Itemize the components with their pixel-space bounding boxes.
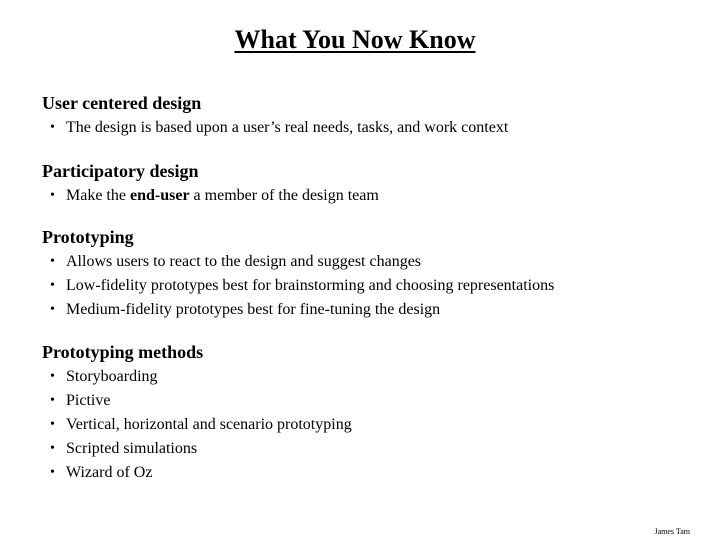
bullet-item (42, 250, 554, 274)
section-heading: Prototyping (42, 227, 134, 247)
bullet-dot-icon: • (50, 254, 55, 269)
slide-title (0, 24, 710, 56)
bullet-dot-icon: • (50, 120, 55, 135)
section-participatory-design (42, 160, 379, 208)
bullet-text: The design is based upon a user’s real needs, tasks, and work context (66, 119, 509, 136)
section-heading: User centered design (42, 93, 202, 113)
bullet-text: Storyboarding (66, 368, 158, 385)
bullet-list (42, 365, 352, 485)
bullet-dot-icon: • (50, 465, 55, 480)
bullet-text: Make the end-user a member of the design team (66, 187, 379, 204)
section-prototyping (42, 226, 554, 322)
section-heading: Participatory design (42, 161, 199, 181)
bullet-text: Scripted simulations (66, 440, 198, 457)
bullet-item (42, 389, 352, 413)
bullet-dot-icon: • (50, 393, 55, 408)
bullet-text: Low-fidelity prototypes best for brainstorming and choosing representations (66, 277, 555, 294)
footer-author: James Tam (654, 527, 690, 536)
section-user-centered-design (42, 92, 508, 140)
bullet-dot-icon: • (50, 278, 55, 293)
bullet-list (42, 184, 379, 208)
bullet-item (42, 365, 352, 389)
bullet-list (42, 250, 554, 322)
bullet-item (42, 437, 352, 461)
bullet-item (42, 274, 554, 298)
bullet-dot-icon: • (50, 369, 55, 384)
bullet-text: Medium-fidelity prototypes best for fine-tuning the design (66, 301, 441, 318)
bullet-dot-icon: • (50, 188, 55, 203)
section-prototyping-methods (42, 341, 352, 485)
bullet-dot-icon: • (50, 302, 55, 317)
bullet-text: Allows users to react to the design and suggest changes (66, 253, 422, 270)
bullet-text: Wizard of Oz (66, 464, 153, 481)
bullet-item (42, 413, 352, 437)
bullet-item (42, 298, 554, 322)
slide-title-text: What You Now Know (234, 25, 476, 54)
bullet-text: Vertical, horizontal and scenario prototyping (66, 416, 352, 433)
section-heading: Prototyping methods (42, 342, 204, 362)
bullet-list (42, 116, 508, 140)
bullet-dot-icon: • (50, 441, 55, 456)
bullet-dot-icon: • (50, 417, 55, 432)
emphasis-text: end-user (129, 187, 190, 204)
bullet-text: Pictive (66, 392, 111, 409)
bullet-item (42, 461, 352, 485)
bullet-item (42, 184, 379, 208)
bullet-item (42, 116, 508, 140)
